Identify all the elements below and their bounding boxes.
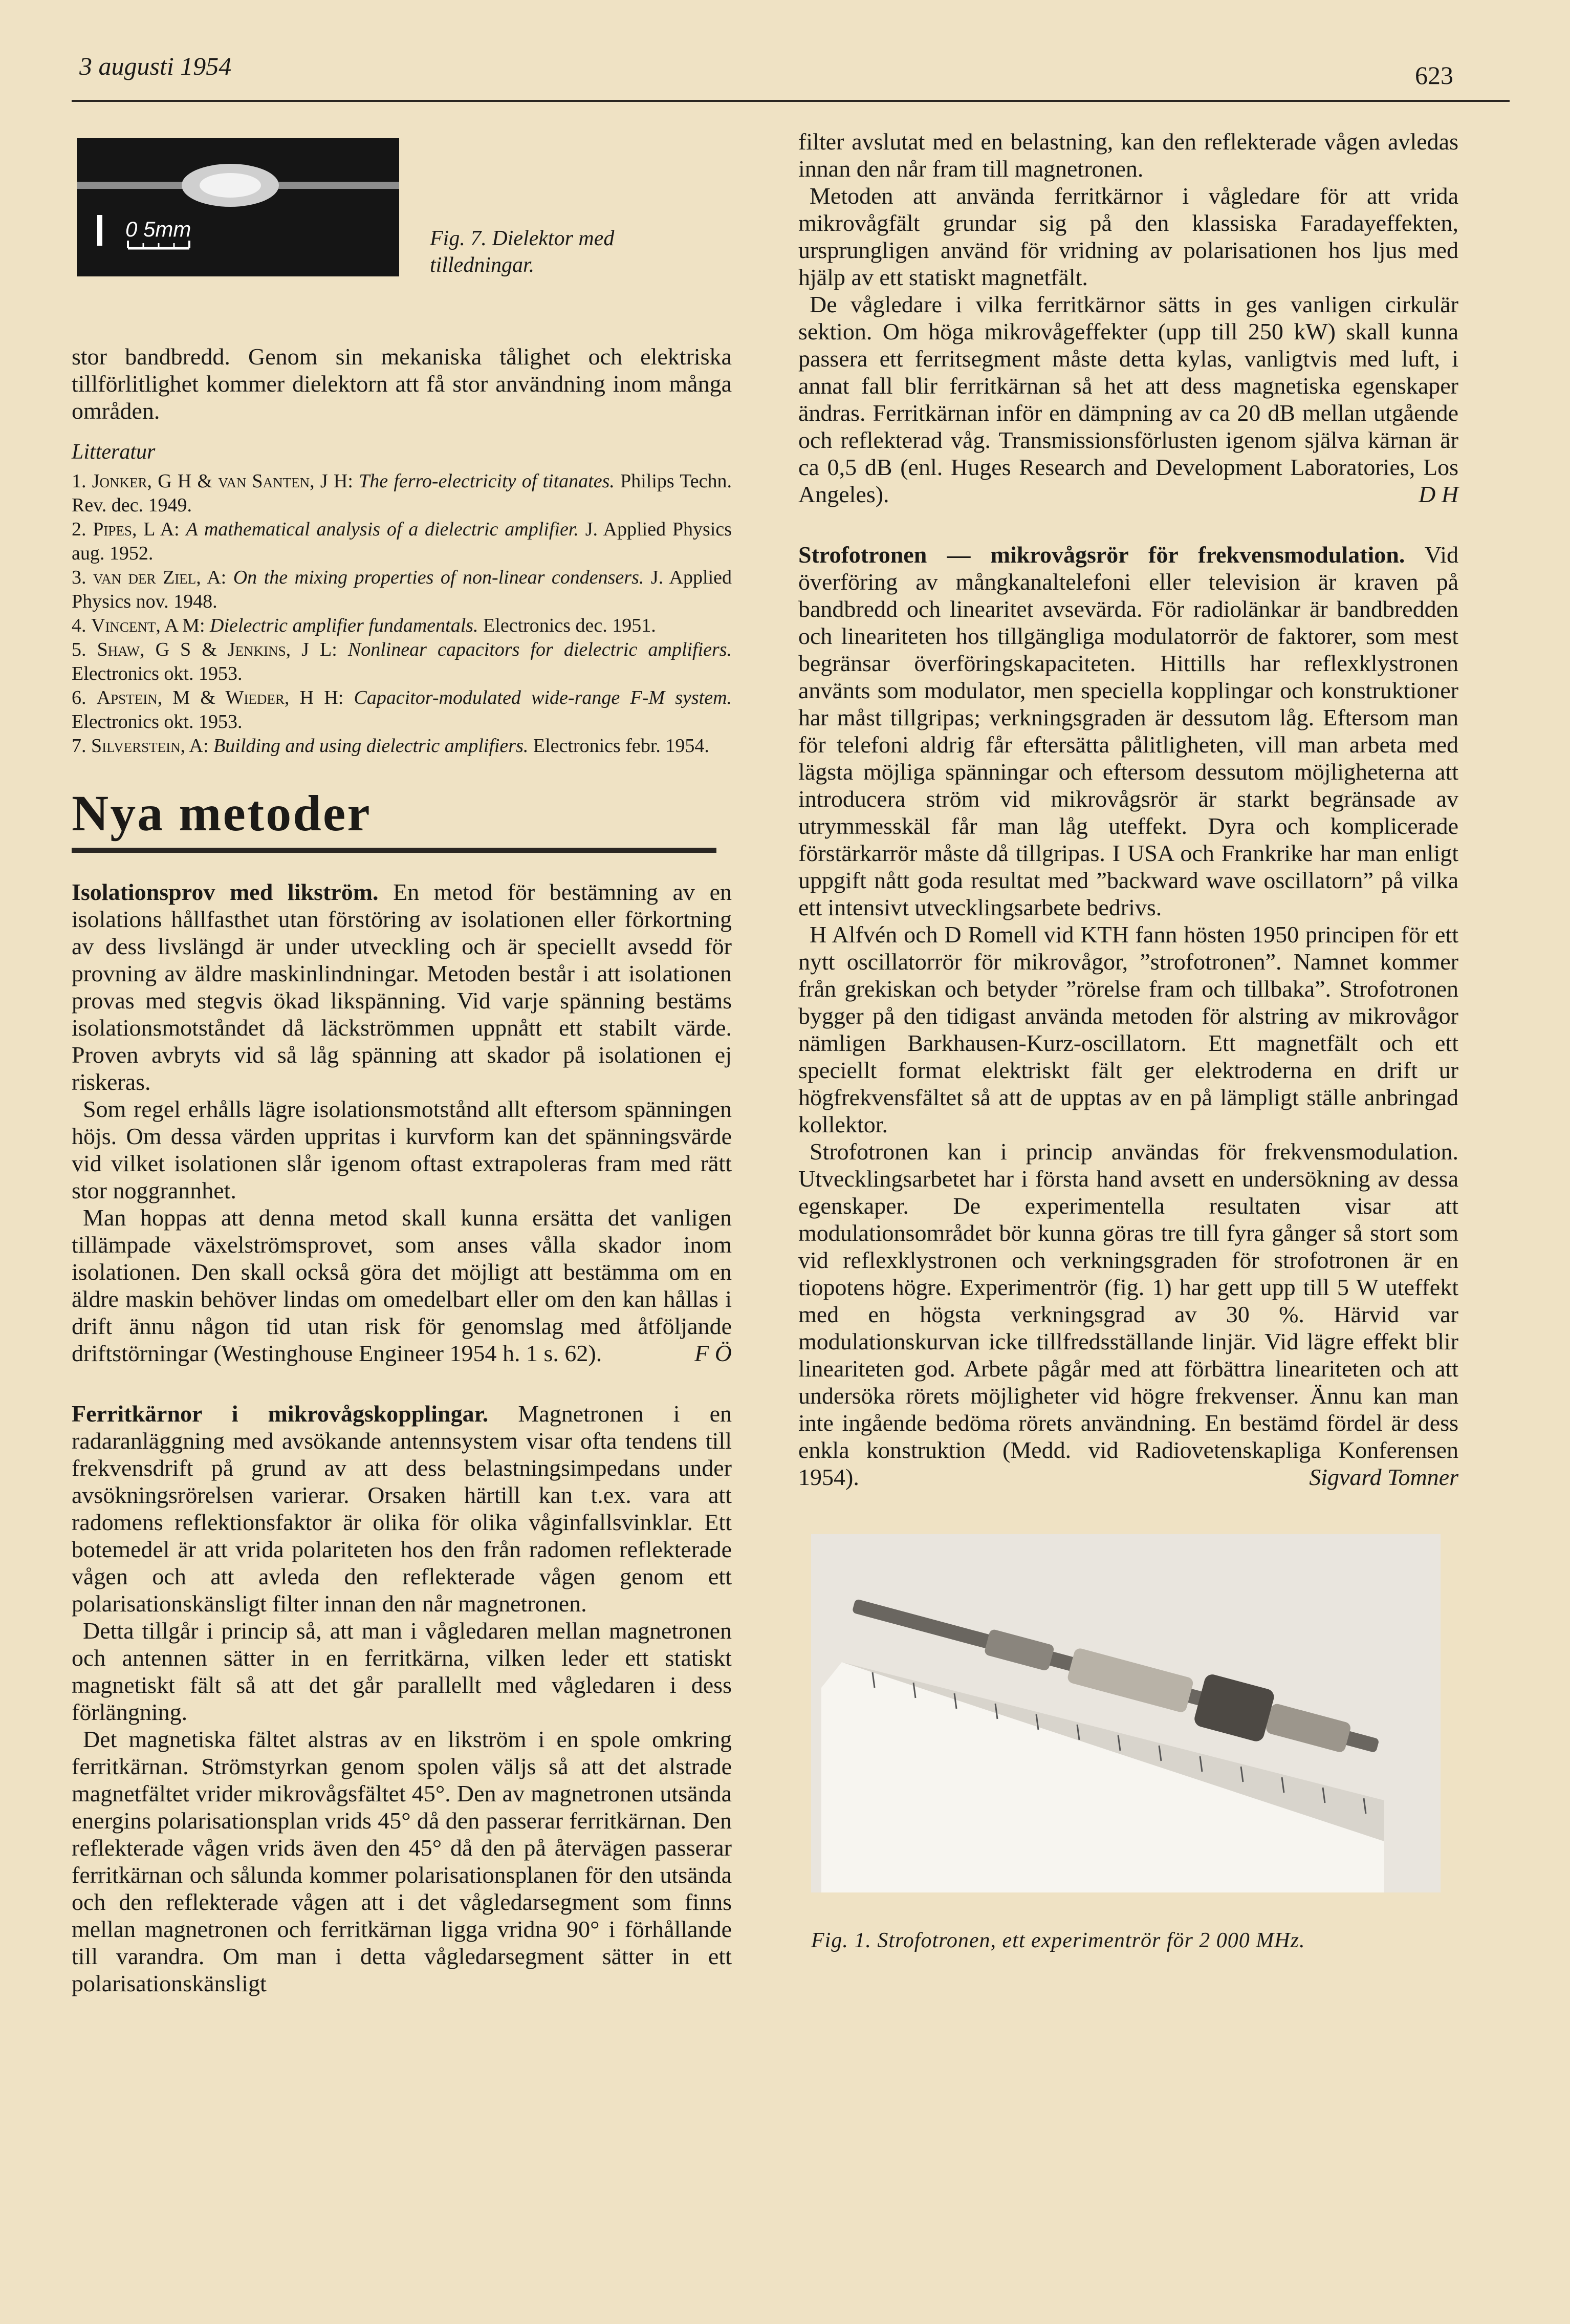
paragraph: Man hoppas att denna metod skall kunna ersätta det vanligen tillämpade växelströmsprovet, som anses vålla skador inom isolationen. Den skall också göra det möjligt att bestämma om en äldre maskin behöver lindas om omedelbart eller om den kan hållas i drift ännu någon tid utan risk för genomslag med åtföljande driftstörningar (Westinghouse Engineer 1954 h. 1 s. 62). F Ö bbox=[72, 1204, 732, 1366]
signature: F Ö bbox=[694, 1340, 732, 1366]
paragraph: Metoden att använda ferritkärnor i vågledare för att vrida mikrovågfält grundar sig på den klassiska Faradayeffekten, ursprungligen använd för vridning av polarisationen hos ljus med hjälp av ett statiskt magnetfält. bbox=[798, 183, 1458, 290]
right-column bbox=[798, 128, 1458, 1953]
signature: Sigvard Tomner bbox=[1309, 1464, 1458, 1490]
paragraph: Strofotronen kan i princip användas för frekvensmodulation. Utvecklingsarbetet har i första hand avsett en undersökning av dessa egenskaper. De experimentella resultaten visar att modulationsområdet bör kunna göras tre till fyra gånger så stort som vid reflexklystronen och verkningsgraden för strofotronen är en tiopotens högre. Experimentrör (fig. 1) har gett upp till 5 W uteffekt med en högsta verkningsgrad av 30 %. Härvid var modulationskurvan icke tillfredsställande linjär. Vid lägre effekt blir lineariteten god. Arbete pågår med att förbättra lineariteten och att undersöka rörets möjligheter vid högre frekvenser. Ännu kan man inte ingående bedöma rörets användning. En bestämd fördel är dess enkla konstruktion (Medd. vid Radiovetenskapliga Konferensen 1954). Sigvard Tomner bbox=[798, 1138, 1458, 1490]
article-strofotronen: Strofotronen — mikrovågsrör för frekvensmodulation. Vid överföring av mångkanaltelefoni eller television är kraven på bandbredd och linearitet avsevärda. För radiolänkar är bandbredden och lineariteten hos tillgängliga modulatorrör de faktorer, som mest begränsar överföringskapaciteten. Hittills har reflexklystronen använts som modulator, men speciella kopplingar och konstruktioner har måst tillgripas; verkningsgraden är dessutom låg. Eftersom man för telefoni aldrig får eftersätta pålitligheten, vill man arbeta med lägsta möjliga spänningar och eftersom dessutom möjligheterna att introducera ström vid mikrovågsrör är starkt begränsade av utrymmesskäl får man låg uteffekt. Dyra och komplicerade förstärkarrör måste då tillgripas. I USA och Frankrike har man enligt uppgift nått goda resultat med ”backward wave oscillatorn” på vilka ett intensivt utvecklingsarbete bedrivs. bbox=[798, 542, 1459, 920]
paragraph: Detta tillgår i princip så, att man i vågledaren mellan magnetronen och antennen sätter in en ferritkärna, vilken leder ett statiskt magnetiskt fält så att det går parallellt med vågledaren i dess förlängning. bbox=[72, 1618, 732, 1725]
reference-list bbox=[72, 469, 732, 758]
paragraph: H Alfvén och D Romell vid KTH fann hösten 1950 principen för ett nytt oscillatorrör för mikrovågor, ”strofotronen”. Namnet kommer från grekiskan och betyder ”rörelse fram och tillbaka”. Strofotronen bygger på den tidigast använda metoden för alstring av mikrovågor nämligen Barkhausen-Kurz-oscillatorn. Ett magnetfält och ett speciellt format elektriskt fält ger elektroderna en drift ur högfrekvensfältet så att de upptas av en på lämpligt ställe anbringad kollektor. bbox=[798, 921, 1458, 1137]
paragraph: Som regel erhålls lägre isolationsmotstånd allt eftersom spänningen höjs. Om dessa värden uppritas i kurvform kan det spänningsvärde vid vilket isolationen slår igenom oftast extrapoleras fram med rätt stor noggrannhet. bbox=[72, 1096, 732, 1203]
section-title: Nya metoder bbox=[72, 785, 372, 842]
reference-item: 1. Jonker, G H & van Santen, J H: The ferro-electricity of titanates. Philips Techn. Rev. dec. 1949. bbox=[72, 470, 732, 516]
left-column bbox=[72, 138, 732, 1997]
article-heading: Ferritkärnor i mikrovågskopplingar. bbox=[72, 1401, 489, 1427]
reference-item: 3. van der Ziel, A: On the mixing properties of non-linear condensers. J. Applied Physics nov. 1948. bbox=[72, 567, 732, 612]
reference-item: 2. Pipes, L A: A mathematical analysis of a dielectric amplifier. J. Applied Physics aug. 1952. bbox=[72, 519, 732, 564]
article-ferritkarnor: Ferritkärnor i mikrovågskopplingar. Magnetronen i en radaranläggning med avsökande antennsystem visar ofta tendens till frekvensdrift på grund av att dess belastningsimpedans under avsökningsrörelsen varierar. Orsaken härtill kan t.ex. vara att radomens reflektionsfaktor är olika för olika våginfallsvinklar. Ett botemedel är att vrida polariteten hos den från radomen reflekterade vågen och att avleda den reflekterade vågen genom ett polarisationskänsligt filter innan den når magnetronen. bbox=[72, 1401, 732, 1617]
reference-item: 6. Apstein, M & Wieder, H H: Capacitor-modulated wide-range F-M system. Electronics okt. 1953. bbox=[72, 687, 732, 733]
header-date: 3 augusti 1954 bbox=[79, 52, 232, 80]
dielektor-drawing bbox=[77, 138, 399, 276]
article-heading: Isolationsprov med likström. bbox=[72, 879, 379, 905]
intro-text: stor bandbredd. Genom sin mekaniska tålighet och elektriska tillförlitlighet kommer dielektorn att få stor användning inom många områden. bbox=[72, 343, 732, 424]
scale-label: 0 5mm bbox=[125, 217, 191, 241]
page-number: 623 bbox=[1415, 61, 1453, 90]
strofotron-photo bbox=[811, 1534, 1441, 1892]
header-rule bbox=[72, 100, 1510, 102]
strofotron-drawing bbox=[811, 1534, 1441, 1892]
reference-item: 4. Vincent, A M: Dielectric amplifier fundamentals. Electronics dec. 1951. bbox=[72, 615, 656, 636]
reference-item: 5. Shaw, G S & Jenkins, J L: Nonlinear capacitors for dielectric amplifiers. Electronics okt. 1953. bbox=[72, 639, 732, 684]
article-isolationsprov: Isolationsprov med likström. En metod för bestämning av en isolations hållfasthet utan förstöring av isolationen eller förkortning av dess livslängd är under utveckling och är speciellt avsedd för provning av äldre maskinlindningar. Metoden består i att isolationen provas med stegvis ökad likspänning. Vid varje spänning bestäms isolationsmotståndet då läckströmmen uppnått ett stabilt värde. Proven avbryts vid så låg spänning att skador på isolationen ej riskeras. bbox=[72, 879, 732, 1095]
figure-7 bbox=[72, 138, 732, 343]
paragraph: De vågledare i vilka ferritkärnor sätts in ges vanligen cirkulär sektion. Om höga mikrovågeffekter (upp till 250 kW) skall kunna passera ett ferritsegment måste detta kylas, vanligtvis med luft, i annat fall blir ferritkärnan så het att dess magnetiska egenskaper ändras. Ferritkärnan inför en dämpning av ca 20 dB mellan utgående och reflekterad våg. Transmissionsförlusten igenom själva kärnan är ca 0,5 dB (enl. Huges Research and Development Laboratories, Los Angeles). D H bbox=[798, 291, 1458, 507]
reference-item: 7. Silverstein, A: Building and using dielectric amplifiers. Electronics febr. 1954. bbox=[72, 735, 709, 757]
article-heading: Strofotronen — mikrovågsrör för frekvensmodulation. bbox=[798, 542, 1405, 568]
figure-1 bbox=[811, 1534, 1458, 1953]
dielektor-photo bbox=[77, 138, 399, 276]
figure-7-caption: Fig. 7. Dielektor med tilledningar. bbox=[430, 227, 615, 277]
paragraph: filter avslutat med en belastning, kan den reflekterade vågen avledas innan den når fram till magnetronen. bbox=[798, 128, 1458, 182]
literature-heading: Litteratur bbox=[72, 440, 156, 464]
paragraph: Det magnetiska fältet alstras av en likström i en spole omkring ferritkärnan. Strömstyrkan genom spolen väljs så att det alstrade magnetfältet vrider mikrovågsfältet 45°. Den av magnetronen utsända energins polarisationsplan vrids 45° då den passerar ferritkärnan. Den reflekterade vågen vrids även den 45° då den på återvägen passerar ferritkärnan och sålunda kommer polarisationsplanen för den utsända och den reflekterade vågen att i det vågledarsegment som finns mellan magnetronen och ferritkärnan ligga vridna 90° i förhållande till varandra. Om man i detta vågledarsegment sätter in ett polarisationskänsligt bbox=[72, 1726, 732, 1996]
section-rule bbox=[72, 848, 716, 853]
signature: D H bbox=[1419, 481, 1458, 507]
figure-1-caption: Fig. 1. Strofotronen, ett experimentrör för 2 000 MHz. bbox=[811, 1929, 1305, 1952]
